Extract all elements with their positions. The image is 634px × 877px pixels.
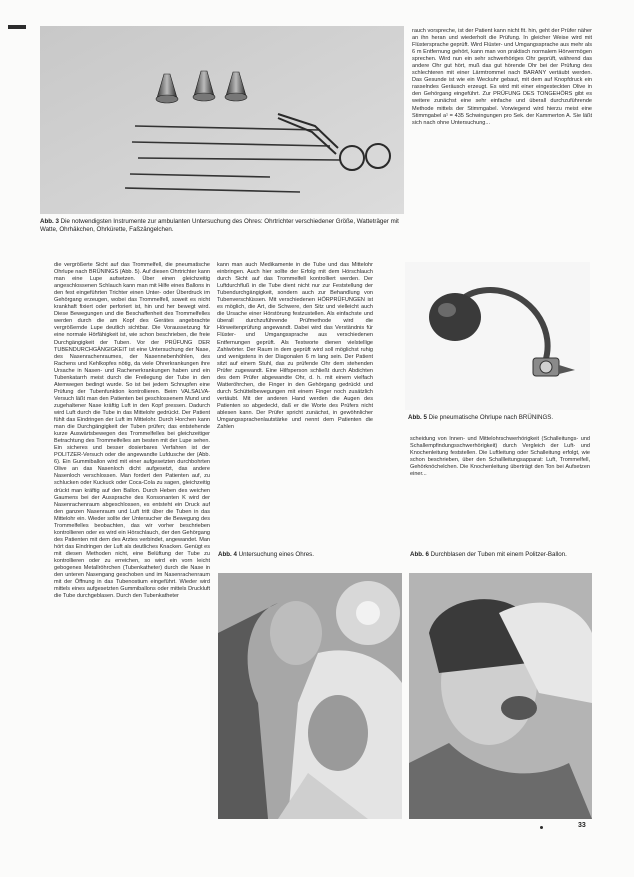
text-column-left: die vergrößerte Sicht auf das Trommelfell, die pneumatische Ohrlupe nach BRÜNINGS (Abb. 5). Auf diesen Ohrtrichter kann man eine Lupe aufsetzen. Über einen gleichzeitig angeschlossenen Schlauch kann man mit Hilfe eines Ballons in den fest eingeführten Trichter einen Unter- oder Überdruck im Gehörgang erzeugen, wobei das Trommelfell, soweit es nicht krankhaft fixiert oder perforiert ist, hin und her bewegt wird. Diese Bewegungen und die Beschaffenheit des Trommelfelles werden durch die am Kopf des Gerätes angebrachte vergrößernde Lupe deutlich sichtbar. Die Voraussetzung für eine normale Hörfähigkeit ist, wie schon beschrieben, die freie Durchgängigkeit der Tuben. Vor der PRÜFUNG DER TUBENDURCHGÄNGIGKEIT ist eine Untersuchung der Nase, des Nasenrachenraumes, der Nasennebenhöhlen, des Rachens und Kehlkopfes nötig, da viele Ohrerkrankungen ihre Ursache in Nasen- und Rachenerkrankungen haben und ein Tubenkatarrh meist durch die Freilegung der Tube in den Atemwegen bedingt wurde. So ist bei jedem Schnupfen eine Prüfung der Tubenfunktion kontrollieren. Beim VALSALVA-Versuch läßt man den Patienten bei geschlossenem Mund und zugehaltener Nase kräftig Luft in den Kopf pressen. Dadurch wird Luft durch die Tube in das Mittelohr gedrückt. Der Patient fühlt das Eindringen der Luft im Mittelohr. Durch Horchen kann man die Durchgängigkeit der Tuben prüfen; das entstehende kurze Auswärtsbewegen des Trommelfelles bei gleichzeitiger Betrachtung des Trommelfelles am besten mit der Lupe sehen. Ein sicheres und besser dosierbares Verfahren ist der POLITZER-Versuch oder die angewandte Lufdusche der (Abb. 6). Ein Gummiballon wird mit einer aufgesetzten durchbohrten Olive an das Nasenloch dicht aufgesetzt, das andere Nasenloch verschlossen. Man fordert den Patienten auf, zu schlucken oder Kuckuck oder Coca-Cola zu sagen, gleichzeitig drückt man kräftig auf den Ballon. Durch Heben des weichen Gaumens bei der Aussprache des Konsonanten K wird der Nasenrachenraum abgeschlossen, es entsteht ein Druck auf den ganzen Nasenraum und Luft tritt über die Tuben in das Mittelohr ein. Wieder sollte der Untersucher die Bewegung des Trommelfelles beobachten, das wir vorher beschrieben kontrollieren oder es wird ein Hörschlauch, der den Gehörgang des Patienten mit dem des Arztes verbindet, angewandet. Man hört das Eindringen der Luft als deutliches Knacken. Genügt es mit diesen Methoden nicht, eine Belüftung der Tube zu kontrollieren oder zu erreichen, so wird ein vorn leicht gebogenes Metallröhrchen (Tubenkatheter) durch die Nase in den unteren Nasengang geschoben und im Nasenrachenraum mit der Öffnung in das Tubenostium eingeführt. Wieder wird mittels eines aufgesetzten Gummiballons oder mittels Druckluft die Tube durchgeblasen. Durch den Tubenkatheter — [54, 262, 210, 600]
otoscope-illustration — [405, 262, 590, 410]
figure-5-otoscope-photo — [405, 262, 590, 410]
instruments-illustration — [40, 26, 404, 214]
text-column-right-middle: scheidung von Innen- und Mittelohrschwerhörigkeit (Schalleitungs- und Schallempfindungsschwerhörigkeit) durch Vergleich der Luft- und Knochenleitung feststellen. Die Luftleitung oder Schalleitung erfolgt, wie schon beschrieben, über den Schallleitungsapparat: Luft, Trommelfell, Gehörknöchelchen. Die Knochenleitung überträgt den Ton bei Aufsetzen einer... — [410, 436, 590, 478]
figure-5-caption — [408, 414, 588, 422]
figure-4-caption-label: Abb. 4 — [218, 551, 237, 558]
page-number: 33 — [578, 822, 586, 829]
figure-6-caption-text: Durchblasen der Tuben mit einem Politzer-Ballon. — [430, 551, 567, 558]
figure-3-instruments-photo — [40, 26, 404, 214]
corner-mark — [8, 25, 26, 29]
figure-4-ear-exam-photo — [218, 573, 402, 819]
figure-4-caption — [218, 551, 398, 559]
politzer-illustration — [409, 573, 592, 819]
figure-3-caption — [40, 218, 404, 233]
figure-3-caption-text: Die notwendigsten Instrumente zur ambulanten Untersuchung des Ohres: Ohrtrichter verschiedener Größe, Watteträger mit Watte, Ohrhäkchen, Ohrkürette, Faßzängelchen. — [40, 218, 399, 233]
text-column-right-top: rauch vorspreche, ist der Patient kann nicht fit. hin, geht der Prüfer näher an ihn heran und wiederholt die Prüfung. In gleicher Weise wird mit Flüstersprache geprüft. Wird Flüster- und Umgangssprache aus mehr als 6 m Entfernung gehört, kann man von praktisch normalem Hörvermögen sprechen. Wird nun ein sehr schwerhöriges Ohr geprüft, während das andere Ohr gut hört, muß das gut hörende Ohr bei der Prüfung des schlechteren mit einer Lärmtrommel nach BARANY vertäubt werden. Das Gesunde ist wie ein Weckuhr gebaut, mit dem auf Knopfdruck ein rasselndes Geräusch erzeugt. Es wird mit einer eingesteckten Olive in den Gehörgang eingeführt. Zur PRÜFUNG DES TONGEHÖRS gibt es weitere zunächst eine sehr einfache und überall durchzuführende Methode mittels der Stimmgabel. Vorwiegend wird hierzu meist eine Stimmgabel a¹ = 435 Schwingungen pro Sek. der Kammerton A. Sie läßt sich nach ohne Untersuchung... — [412, 28, 592, 126]
text-column-middle: kann man auch Medikamente in die Tube und das Mittelohr einbringen. Auch hier sollte der Erfolg mit dem Hörschlauch durch Sicht auf das Trommelfell kontrolliert werden. Der Luftdurchfluß in die Tube dient nicht nur zur Feststellung der Tubendurchgängigkeit, sondern auch zur Behandlung von Tubenverschlüssen. Mit verschiedenen HÖRPRÜFUNGEN ist es möglich, die Art, die Schwere, den Sitz und vielleicht auch die Ursache einer Hörstörung festzustellen. Als einfachste und überall durchzuführende Prüfmethode wird die Hörweitenprüfung angewandt. Dabei wird das Verständnis für Flüster- und Umgangssprache aus verschiedenen Entfernungen geprüft. Als Testworte dienen vielstellige Zahlwörter. Der Raum in dem geprüft wird soll möglichst ruhig und wenigstens in der Diagonalen 6 m lang sein. Der Patient sitzt auf einem Stuhl, das zu prüfende Ohr dem stehenden Prüfer zugewandt. Eine Hilfsperson schließt durch Abdichten des dem Prüfer abgewandte Ohr, d. h. mit einem vielfach Watteröhrchen, die Finger in den Gehörgang gedrückt und durch Schüttelbewegungen mit einem Finger noch zusätzlich vertäubt. Mit der anderen Hand werden die Augen des Patienten so abgedeckt, daß er die Worte des Prüfers nicht ablesen kann. Der Prüfer spricht zunächst, in gewöhnlicher Umgangssprachenlautstärke und nennt dem Patienten die Zahlen — [217, 262, 373, 431]
figure-3-caption-label: Abb. 3 — [40, 218, 59, 225]
bottom-dot — [540, 826, 543, 829]
figure-6-politzer-photo — [409, 573, 592, 819]
figure-5-caption-text: Die pneumatische Ohrlupe nach BRÜNINGS. — [428, 414, 554, 421]
ear-specula — [156, 71, 247, 103]
ear-exam-illustration — [218, 573, 402, 819]
figure-6-caption-label: Abb. 6 — [410, 551, 429, 558]
figure-5-caption-label: Abb. 5 — [408, 414, 427, 421]
figure-6-caption — [410, 551, 590, 559]
figure-4-caption-text: Untersuchung eines Ohres. — [238, 551, 314, 558]
